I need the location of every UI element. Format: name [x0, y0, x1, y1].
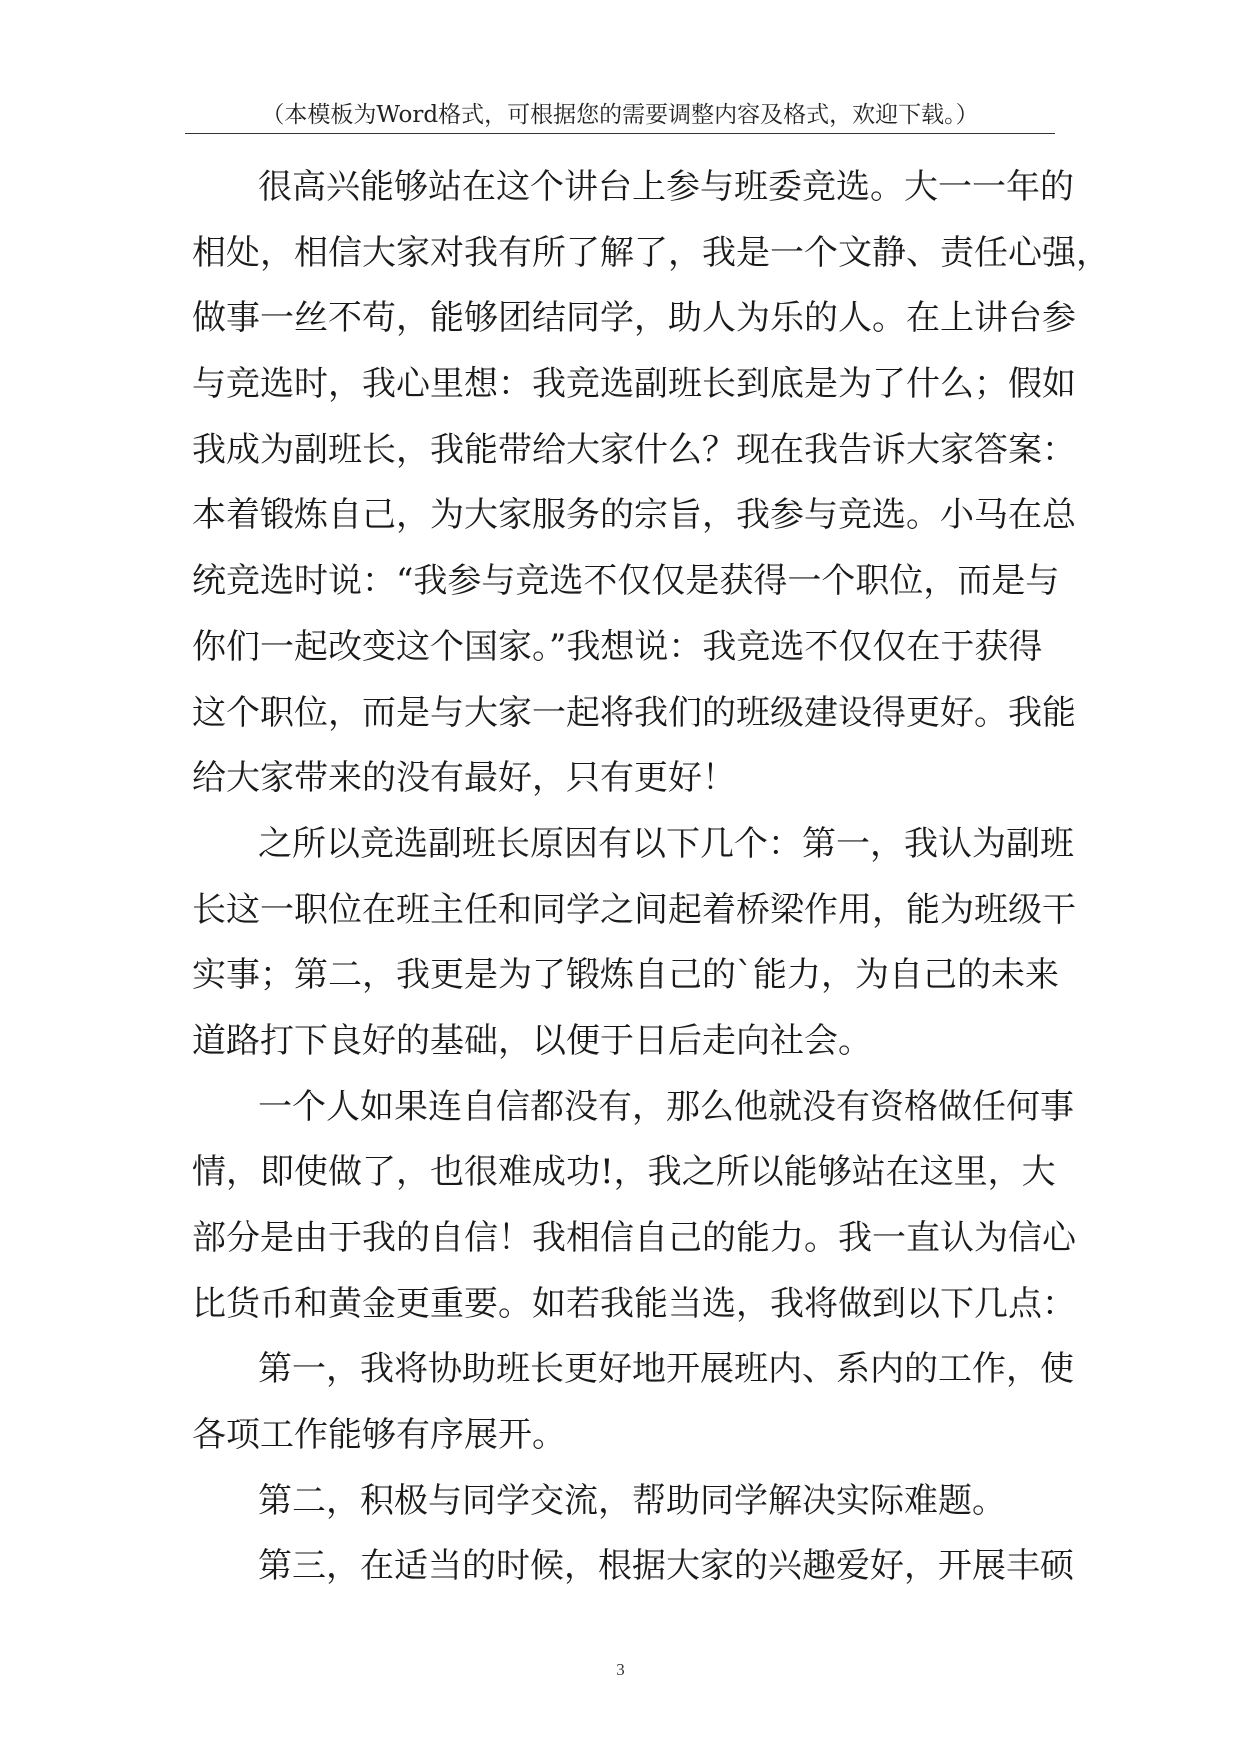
text-line: 一个人如果连自信都没有，那么他就没有资格做任何事	[258, 1086, 1074, 1127]
text-line: 比货币和黄金更重要。如若我能当选，我将做到以下几点：	[192, 1283, 1076, 1324]
text-line: 情，即使做了，也很难成功!，我之所以能够站在这里，大	[192, 1152, 1056, 1193]
text-line: 做事一丝不苟，能够团结同学，助人为乐的人。在上讲台参	[192, 298, 1076, 339]
page-number: 3	[616, 1660, 625, 1679]
text-line: 部分是由于我的自信！我相信自己的能力。我一直认为信心	[192, 1218, 1076, 1258]
header-divider	[185, 133, 1055, 134]
text-line: 与竞选时，我心里想：我竞选副班长到底是为了什么；假如	[192, 364, 1076, 405]
text-line: 各项工作能够有序展开。	[192, 1415, 566, 1456]
text-line: 很高兴能够站在这个讲台上参与班委竞选。大一一年的	[258, 167, 1074, 207]
text-line: 第一，我将协助班长更好地开展班内、系内的工作，使	[258, 1349, 1074, 1390]
text-line: 本着锻炼自己，为大家服务的宗旨，我参与竞选。小马在总	[192, 495, 1076, 536]
text-line: 统竞选时说：“我参与竞选不仅仅是获得一个职位，而是与	[192, 561, 1060, 602]
text-line: 实事；第二，我更是为了锻炼自己的`能力，为自己的未来	[192, 955, 1059, 996]
text-line: 第三，在适当的时候，根据大家的兴趣爱好，开展丰硕	[258, 1546, 1074, 1587]
text-line: 你们一起改变这个国家。”我想说：我竞选不仅仅在于获得	[192, 626, 1043, 667]
text-line: 第二，积极与同学交流，帮助同学解决实际难题。	[258, 1480, 1006, 1521]
body-text	[192, 155, 1110, 1600]
text-line: 这个职位，而是与大家一起将我们的班级建设得更好。我能	[192, 692, 1076, 733]
text-line: 道路打下良好的基础，以便于日后走向社会。	[192, 1020, 872, 1061]
template-note: （本模板为Word格式，可根据您的需要调整内容及格式，欢迎下载。）	[261, 102, 979, 128]
text-line: 之所以竞选副班长原因有以下几个：第一，我认为副班	[258, 823, 1074, 864]
text-line: 相处，相信大家对我有所了解了，我是一个文静、责任心强，	[192, 232, 1110, 273]
text-line: 给大家带来的没有最好，只有更好！	[192, 758, 736, 799]
text-line: 我成为副班长，我能带给大家什么？现在我告诉大家答案：	[192, 429, 1076, 470]
text-line: 长这一职位在班主任和同学之间起着桥梁作用，能为班级干	[192, 889, 1076, 930]
